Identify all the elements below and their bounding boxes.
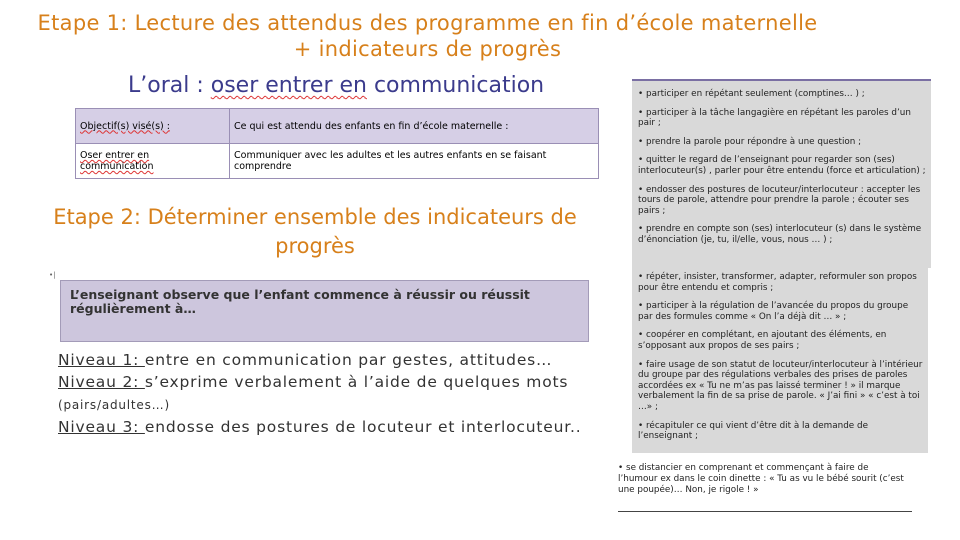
list-item: • faire usage de son statut de locuteur/interlocuteur à l’intérieur du groupe par des régulations verbales des prises de paroles accordées ex « Tu ne m’as pas laissé terminer ! » il marque verbalement la fin de sa prise de parole. « J’ai fini » « c’est à toi …» ; [638, 359, 923, 412]
indicators-panel-2 [632, 266, 928, 453]
list-item: • participer à la régulation de l’avancée du propos du groupe par des formules comme « On l’a déjà dit … » ; [638, 301, 909, 322]
bullet-marker: •| [49, 271, 56, 279]
indicator-humour: • se distancier en comprenant et commençant à faire de l’humour ex dans le coin dinette : « Tu as vu le bébé sourit (c’est une poupée)… Non, je rigole ! » [618, 463, 904, 495]
level-item [58, 416, 603, 438]
oral-section-heading [128, 73, 544, 98]
oral-heading-prefix: L’oral : [128, 73, 211, 98]
oral-heading-suffix: communication [366, 73, 545, 98]
table-cell: Communiquer avec les adultes et les autres enfants en se faisant comprendre [230, 144, 599, 179]
step2-line-1: Etape 2: Déterminer ensemble des indicateurs de [53, 205, 577, 229]
list-item: • endosser des postures de locuteur/interlocuteur : accepter les tours de parole, attendre pour prendre la parole ; écouter ses pairs ; [638, 184, 921, 216]
step2-heading [25, 203, 605, 261]
indicators-list-1 [638, 89, 927, 254]
level-label: Niveau 1: [58, 351, 145, 369]
table-header-row [76, 109, 599, 144]
level-label: Niveau 2: [58, 373, 145, 391]
level-note: (pairs/adultes…) [58, 398, 170, 412]
table-row [76, 144, 599, 179]
oral-heading-underlined: oser entrer en [210, 73, 367, 98]
table-cell: Ce qui est attendu des enfants en fin d’école maternelle : [230, 109, 599, 144]
list-item: • participer à la tâche langagière en répétant les paroles d’un pair ; [638, 107, 911, 129]
level-item [58, 393, 603, 416]
list-item: • prendre la parole pour répondre à une question ; [638, 136, 862, 147]
level-item [58, 371, 603, 393]
table-cell: Objectif(s) visé(s) : [76, 109, 230, 144]
level-label: Niveau 3: [58, 418, 145, 436]
level-text: endosse des postures de locuteur et interlocuteur.. [144, 418, 582, 436]
title-line-2: + indicateurs de progrès [293, 37, 562, 61]
step2-line-2: progrès [275, 234, 355, 258]
list-item: • quitter le regard de l’enseignant pour regarder son (ses) interlocuteur(s) , parler pour être entendu (force et articulation) ; [638, 155, 926, 176]
list-item: • coopérer en complétant, en ajoutant des éléments, en s’opposant aux propos de ses pairs ; [638, 330, 887, 351]
list-item: • participer en répétant seulement (comptines… ) ; [638, 89, 865, 99]
slide-title [0, 10, 855, 62]
indicators-panel-3 [598, 459, 913, 519]
list-item: • répéter, insister, transformer, adapter, reformuler son propos pour être entendu et compris ; [638, 272, 917, 293]
level-text: s’exprime verbalement à l’aide de quelques mots [144, 373, 569, 391]
list-item: • prendre en compte son (ses) interlocuteur (s) dans le système d’énonciation (je, tu, il/elle, vous, nous … ) ; [638, 224, 922, 245]
observation-text: L’enseignant observe que l’enfant commence à réussir ou réussit régulièrement à… [70, 287, 530, 316]
level-item [58, 349, 603, 371]
title-line-1: Etape 1: Lecture des attendus des programme en fin d’école maternelle [37, 11, 818, 35]
level-text: entre en communication par gestes, attitudes… [144, 351, 553, 369]
list-item: • récapituler ce qui vient d’être dit à la demande de l’enseignant ; [638, 420, 868, 442]
indicators-panel-1 [632, 79, 931, 268]
table-cell: Oser entrer en communication [76, 144, 230, 179]
levels-list [58, 349, 603, 438]
indicators-list-2 [638, 272, 924, 450]
oral-objectives-table [75, 108, 599, 179]
divider [618, 511, 912, 512]
